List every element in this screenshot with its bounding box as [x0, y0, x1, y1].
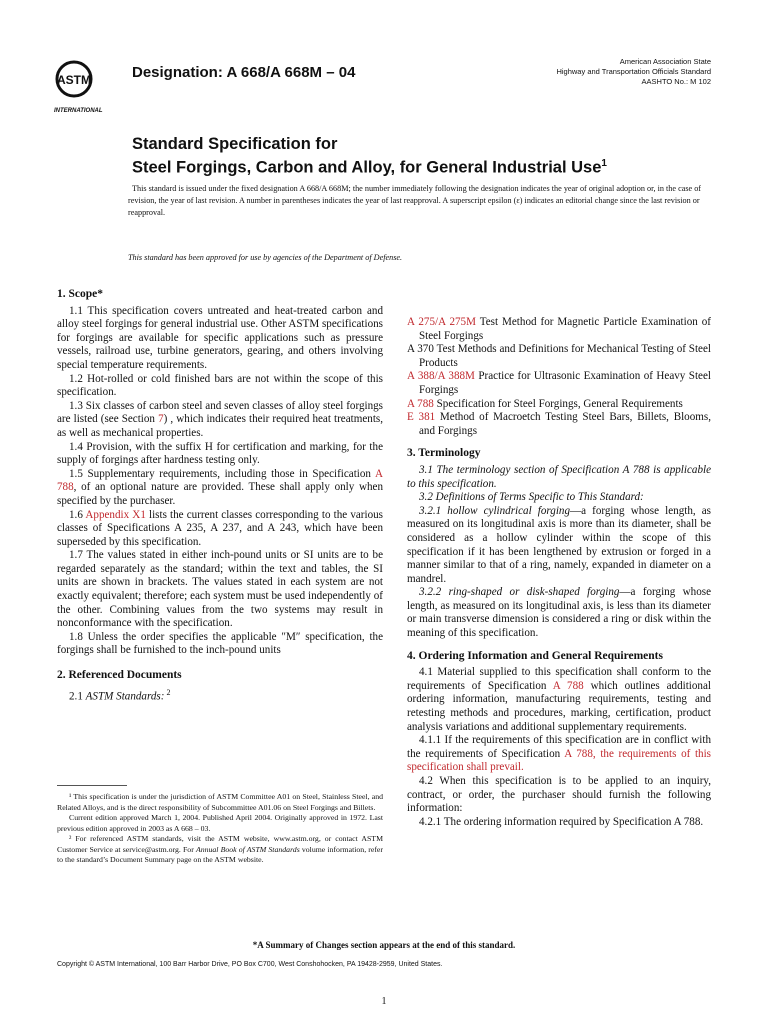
left-column: [57, 288, 383, 704]
reference-title: Specification for Steel Forgings, General Requirements: [433, 397, 683, 410]
intro-notice: [128, 183, 708, 219]
title-line-2: [132, 154, 632, 178]
footnotes: [57, 792, 383, 866]
svg-text:INTERNATIONAL: INTERNATIONAL: [54, 108, 103, 114]
section-heading: 4. Ordering Information and General Requirements: [407, 649, 663, 662]
text: which outlines additional ordering information, manufacturing requirements, testing and retesting methods and procedures, marking, certification, product analysis variations and additional supplementary requirements.: [407, 679, 711, 733]
text: volume information, refer to the standard’s Document Summary page on the ASTM website.: [57, 844, 383, 864]
a788-link[interactable]: A 788, the requirements of this specification shall prevail.: [407, 747, 711, 774]
svg-text:ASTM: ASTM: [57, 73, 91, 87]
title-footnote-ref[interactable]: 1: [601, 158, 607, 169]
section-heading: 2. Referenced Documents: [57, 669, 182, 682]
text: 2.1: [69, 690, 86, 703]
reference-link[interactable]: A 275/A 275M: [407, 316, 476, 328]
text: 4.1 Material supplied to this specification shall conform to the requirements of Specification: [407, 666, 711, 692]
reference-link[interactable]: A 388/A 388M: [407, 370, 475, 383]
aashto-line: Highway and Transportation Officials Standard: [556, 67, 711, 76]
reference-link[interactable]: A 788: [407, 397, 434, 410]
footnote-divider: [57, 785, 127, 786]
text: 1.6: [69, 508, 86, 521]
reference-item: [407, 343, 711, 370]
right-column: [407, 316, 711, 829]
dod-notice: This standard has been approved for use by agencies of the Department of Defense.: [128, 253, 403, 262]
paragraph: 3.1 The terminology section of Specification A 788 is applicable to this specification.: [407, 463, 711, 490]
copyright: Copyright © ASTM International, 100 Barr Harbor Drive, PO Box C700, West Conshohocken, PA 19428-2959, United States.: [57, 961, 443, 968]
text: 4.1.1 If the requirements of this specification are in conflict with the requirements of Specification: [407, 734, 711, 760]
section-heading: 3. Terminology: [407, 447, 481, 460]
reference-title: Method of Macroetch Testing Steel Bars, Billets, Blooms, and Forgings: [419, 411, 711, 437]
text: ) , which indicates their required heat treatments, as well as mechanical properties.: [57, 413, 384, 439]
paragraph: 3.2 Definitions of Terms Specific to This Standard:: [419, 491, 644, 504]
title-line-1: Standard Specification for: [132, 135, 338, 153]
paragraph: [57, 509, 383, 550]
reference-item: [407, 316, 711, 343]
page-number: 1: [381, 996, 387, 1007]
reference-item: [407, 411, 711, 438]
aashto-line: American Association State: [619, 57, 711, 66]
paragraph: 4.2 When this specification is to be applied to an inquiry, contract, or order, the purchaser should furnish the following information:: [407, 775, 711, 815]
definition: —a forging whose length, as measured on its longitudinal axis is more than its diameter, shall be considered as a hollow cylinder within the scope of this specification if it has been lengthened by extrusion or forged in a manner similar to that of a ring, namely, expanded in diameter on a mandrel.: [407, 504, 711, 585]
paragraph: [57, 686, 383, 704]
term: 3.2.1 hollow cylindrical forging: [419, 504, 571, 517]
text: , of an optional nature are provided. These shall apply only when specified by the purchaser.: [57, 481, 383, 507]
text: ASTM Standards:: [85, 690, 165, 703]
intro-paragraph: This standard is issued under the fixed designation A 668/A 668M; the number immediately following the designation indicates the year of original adoption or, in the case of revision, the year of last revision. A number in parentheses indicates the year of last reapproval. A superscript epsilon (ε) indicates an editorial change since the last revision or reapproval.: [128, 184, 702, 217]
paragraph: 1.1 This specification covers untreated and heat-treated carbon and alloy steel forgings for general industrial use. Other ASTM specifications for forgings are available for specific applications such as pressure vessels, railroad use, turbine generators, gearing, and others involving special temperature requirements.: [57, 304, 383, 371]
text: 1.3 Six classes of carbon steel and seven classes of alloy steel forgings are listed (see Section: [57, 399, 383, 426]
term: 3.2.2 ring-shaped or disk-shaped forging: [419, 586, 620, 599]
footnote: [57, 834, 383, 866]
paragraph: 1.4 Provision, with the suffix H for certification and marking, for the supply of forgings after hardness testing only.: [57, 440, 383, 467]
designation: Designation: A 668/A 668M – 04: [132, 64, 356, 81]
reference-item: [407, 370, 711, 397]
appendix-link[interactable]: Appendix X1: [85, 508, 146, 521]
text: lists the current classes corresponding to the various classes of Specifications A 235, A 237, and A 243, which have been superseded by this specification.: [57, 508, 383, 548]
paragraph: [407, 586, 711, 640]
text: 1.5 Supplementary requirements, including those in Specification: [69, 467, 375, 480]
a788-link[interactable]: A 788: [552, 679, 584, 692]
paragraph: 1.2 Hot-rolled or cold finished bars are not within the scope of this specification.: [57, 372, 383, 399]
reference-link[interactable]: E 381: [407, 411, 436, 424]
footnote: Current edition approved March 1, 2004. Published April 2004. Originally approved in 1972. Last previous edition approved in 2003 as A 668 – 03.: [57, 813, 383, 833]
paragraph: 1.8 Unless the order specifies the applicable ″M″ specification, the forgings shall be furnished to the inch-pound units: [57, 630, 383, 657]
paragraph: 4.2.1 The ordering information required by Specification A 788.: [419, 815, 704, 828]
astm-logo-icon: [52, 55, 124, 117]
summary-notice: *A Summary of Changes section appears at the end of this standard.: [252, 940, 516, 950]
reference-item: [407, 398, 711, 412]
reference-title: Practice for Ultrasonic Examination of Heavy Steel Forgings: [419, 370, 711, 396]
paragraph: [407, 505, 711, 587]
text: Annual Book of ASTM Standards: [195, 844, 300, 854]
text: ² For referenced ASTM standards, visit the ASTM website, www.astm.org, or contact ASTM Customer Service at service@astm.org. For: [57, 834, 383, 854]
section-link[interactable]: 7: [158, 413, 164, 426]
paragraph: 1.7 The values stated in either inch-pound units or SI units are to be regarded separately as the standard; within the text and tables, the SI units are shown in brackets. The values stated in each system are not exactly equivalent; therefore; each system must be used independently of the other. Combining values from the two systems may result in nonconformance with the specification.: [57, 549, 383, 630]
title-text: Steel Forgings, Carbon and Alloy, for General Industrial Use: [132, 158, 602, 177]
paragraph: [57, 400, 383, 441]
reference-title: Test Methods and Definitions for Mechanical Testing of Steel Products: [419, 343, 711, 369]
paragraph: [407, 734, 711, 775]
paragraph: [57, 468, 383, 509]
aashto-line: AASHTO No.: M 102: [641, 77, 711, 86]
paragraph: [407, 666, 711, 734]
reference-title: Test Method for Magnetic Particle Examination of Steel Forgings: [419, 316, 711, 342]
section-heading: 1. Scope*: [57, 288, 103, 300]
aashto-block: [461, 57, 711, 87]
footnote: ¹ This specification is under the jurisdiction of ASTM Committee A01 on Steel, Stainless Steel, and Related Alloys, and is the direct responsibility of Subcommittee A01.06 on Steel Forgings and Billets.: [57, 792, 383, 812]
reference-code: A 370: [407, 343, 434, 356]
definition: —a forging whose length, as measured on its longitudinal axis, is less than its diameter or main transverse dimension is considered a ring or disk within the meaning of this specification.: [407, 586, 711, 640]
footnote-ref[interactable]: 2: [164, 687, 171, 697]
a788-link[interactable]: A 788: [57, 467, 383, 494]
